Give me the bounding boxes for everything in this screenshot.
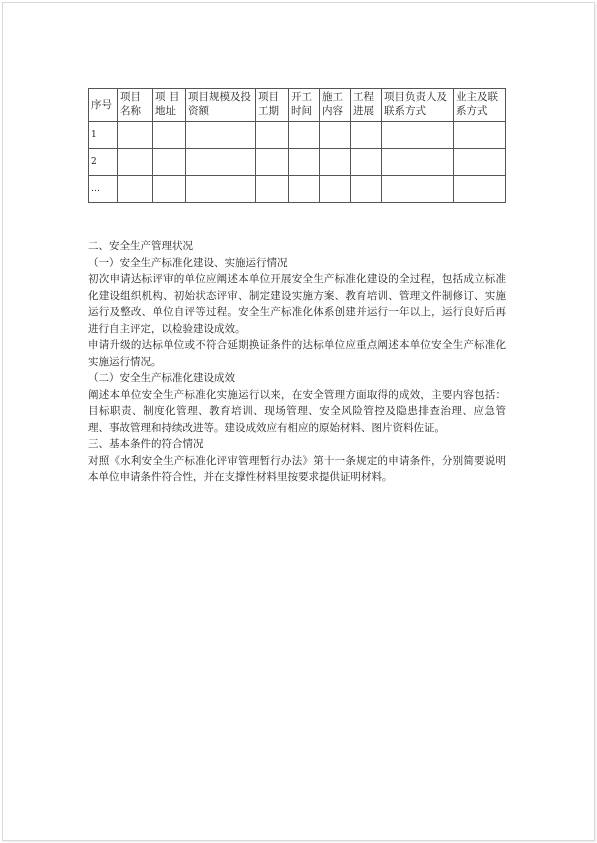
row-number-cell: 1 xyxy=(89,122,118,149)
header-cell-project-leader: 项目负责人及联系方式 xyxy=(382,89,454,122)
table-cell xyxy=(256,122,289,149)
table-cell xyxy=(382,122,454,149)
subsection-heading-standardization-results: （二）安全生产标准化建设成效 xyxy=(88,372,235,384)
table-cell xyxy=(289,176,320,203)
header-cell-project-address: 项 目地址 xyxy=(153,89,186,122)
table-cell xyxy=(118,122,153,149)
table-cell xyxy=(256,176,289,203)
table-cell xyxy=(153,149,186,176)
paragraph-basic-conditions: 对照《水利安全生产标准化评审管理暂行办法》第十一条规定的申请条件，分别简要说明本单位申请条件符合性，并在支撑性材料里按要求提供证明材料。 xyxy=(88,454,506,483)
header-cell-scale-investment: 项目规模及投资额 xyxy=(186,89,256,122)
header-cell-start-time: 开工时间 xyxy=(289,89,320,122)
row-number-cell: … xyxy=(89,176,118,203)
paragraph-results: 阐述本单位安全生产标准化实施运行以来，在安全管理方面取得的成效，主要内容包括：目标职责、制度化管理、教育培训、现场管理、安全风险管控及隐患排查治理、应急管理、事故管理和持续改进等。建设成效应有相应的原始材料、图片资料佐证。 xyxy=(88,388,506,434)
table-row xyxy=(89,176,506,203)
table-cell xyxy=(186,176,256,203)
table-cell xyxy=(382,176,454,203)
table-cell xyxy=(153,122,186,149)
table-cell xyxy=(454,176,506,203)
section-heading-basic-conditions: 三、基本条件的符合情况 xyxy=(88,438,204,450)
paragraph-upgrade-application: 申请升级的达标单位或不符合延期换证条件的达标单位应重点阐述本单位安全生产标准化实施运行情况。 xyxy=(88,339,506,368)
project-table xyxy=(88,88,506,203)
header-cell-no: 序号 xyxy=(89,89,118,122)
table-cell xyxy=(320,149,351,176)
subsection-heading-standardization-construction: （一）安全生产标准化建设、实施运行情况 xyxy=(88,256,288,269)
table-cell xyxy=(351,122,382,149)
table-cell xyxy=(454,122,506,149)
table-cell xyxy=(289,149,320,176)
table-cell xyxy=(320,122,351,149)
table-cell xyxy=(454,149,506,176)
table-cell xyxy=(320,176,351,203)
table-cell xyxy=(351,176,382,203)
table-cell xyxy=(153,176,186,203)
table-cell xyxy=(186,122,256,149)
table-cell xyxy=(382,149,454,176)
header-cell-project-name: 项目名称 xyxy=(118,89,153,122)
table-row xyxy=(89,122,506,149)
table-cell xyxy=(289,122,320,149)
table-cell xyxy=(186,149,256,176)
header-cell-construction-content: 施工内容 xyxy=(320,89,351,122)
table-cell xyxy=(351,149,382,176)
document-body xyxy=(88,238,506,486)
row-number-cell: 2 xyxy=(89,149,118,176)
section-heading-management-status: 二、安全生产管理状况 xyxy=(88,240,193,252)
table-cell xyxy=(118,176,153,203)
header-cell-duration: 项目工期 xyxy=(256,89,289,122)
header-cell-progress: 工程进展 xyxy=(351,89,382,122)
table-cell xyxy=(118,149,153,176)
table-row xyxy=(89,149,506,176)
header-cell-owner: 业主及联系方式 xyxy=(454,89,506,122)
table-header-row xyxy=(89,89,506,122)
paragraph-initial-application: 初次申请达标评审的单位应阐述本单位开展安全生产标准化建设的全过程，包括成立标准化建设组织机构、初始状态评审、制定建设实施方案、教育培训、管理文件制修订、实施运行及整改、单位自评等过程。安全生产标准化体系创建并运行一年以上，运行良好后再进行自主评定，以检验建设成效。 xyxy=(88,273,506,335)
table-cell xyxy=(256,149,289,176)
